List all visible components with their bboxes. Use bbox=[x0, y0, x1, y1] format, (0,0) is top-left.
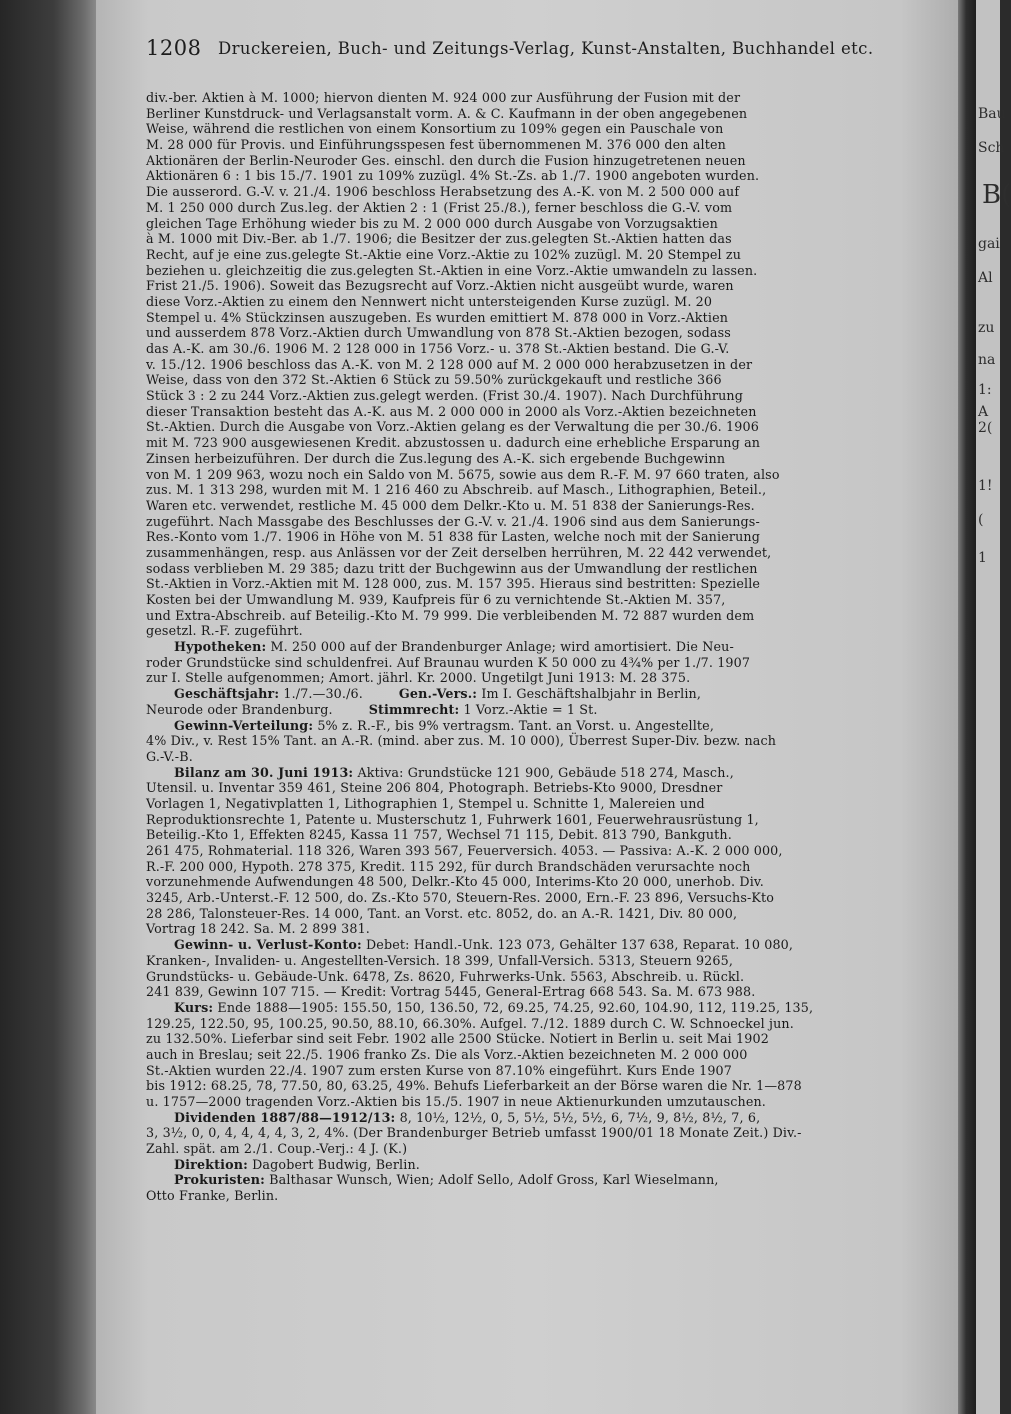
document-body bbox=[146, 90, 951, 1204]
line-text: gesetzl. R.-F. zugeführt. bbox=[146, 623, 303, 639]
text-line bbox=[146, 451, 951, 467]
text-line bbox=[146, 184, 951, 200]
line-text: Zahl. spät. am 2./1. Coup.-Verj.: 4 J. (K.) bbox=[146, 1141, 408, 1157]
line-text: Aktionären der Berlin-Neuroder Ges. einschl. den durch die Fusion hinzugetretenen neuen bbox=[146, 152, 746, 168]
line-text: dieser Transaktion besteht das A.-K. aus M. 2 000 000 in 2000 als Vorz.-Aktien bezeichneten bbox=[146, 403, 757, 419]
text-line bbox=[146, 780, 951, 796]
text-line bbox=[146, 623, 951, 639]
page-number: 1208 bbox=[146, 36, 202, 60]
text-line bbox=[146, 859, 951, 875]
text-line bbox=[146, 608, 951, 624]
line-text: sodass verblieben M. 29 385; dazu tritt der Buchgewinn aus der Umwandlung der restlichen bbox=[146, 560, 758, 576]
line-text: beziehen u. gleichzeitig die zus.gelegten St.-Aktien in eine Vorz.-Aktie umwandeln zu lassen. bbox=[146, 262, 758, 278]
line-text: Otto Franke, Berlin. bbox=[146, 1188, 279, 1204]
line-text: R.-F. 200 000, Hypoth. 278 375, Kredit. 115 292, für durch Brandschäden verursachte noch bbox=[146, 858, 751, 874]
line-text: Aktiva: Grundstücke 121 900, Gebäude 518 274, Masch., bbox=[353, 764, 734, 780]
text-line bbox=[146, 435, 951, 451]
page-header bbox=[146, 36, 906, 66]
line-text: G.-V.-B. bbox=[146, 748, 193, 764]
text-line bbox=[146, 1063, 951, 1079]
section-label: Gewinn-Verteilung: bbox=[174, 717, 314, 733]
text-line bbox=[146, 247, 951, 263]
text-line bbox=[146, 812, 951, 828]
line-text: 4% Div., v. Rest 15% Tant. an A.-R. (mind. aber zus. M. 10 000), Überrest Super-Div. bezw. nach bbox=[146, 733, 777, 749]
text-line bbox=[146, 1031, 951, 1047]
section-label: Gewinn- u. Verlust-Konto: bbox=[174, 937, 362, 953]
line-text: St.-Aktien. Durch die Ausgabe von Vorz.-Aktien gelang es der Verwaltung die per 30./6. 1906 bbox=[146, 419, 759, 435]
text-line bbox=[146, 686, 951, 702]
line-text: Utensil. u. Inventar 359 461, Steine 206 804, Photograph. Betriebs-Kto 9000, Dresdner bbox=[146, 780, 723, 796]
text-line bbox=[146, 1172, 951, 1188]
line-text: zusammenhängen, resp. aus Anlässen vor der Zeit derselben herrühren, M. 22 442 verwendet, bbox=[146, 544, 772, 560]
text-line bbox=[146, 1094, 951, 1110]
text-line bbox=[146, 153, 951, 169]
text-line bbox=[146, 796, 951, 812]
text-line bbox=[146, 1110, 951, 1126]
facing-page-fragment: gai bbox=[978, 236, 1000, 252]
line-text: St.-Aktien wurden 22./4. 1907 zum ersten Kurse von 87.10% eingeführt. Kurs Ende 1907 bbox=[146, 1062, 732, 1078]
section-label: Direktion: bbox=[174, 1156, 248, 1172]
line-text: 3, 3½, 0, 0, 4, 4, 4, 4, 3, 2, 4%. (Der Brandenburger Betrieb umfasst 1900/01 18 Monate Zeit.) Div.- bbox=[146, 1125, 802, 1141]
text-line bbox=[146, 843, 951, 859]
text-line bbox=[146, 514, 951, 530]
line-text: Dagobert Budwig, Berlin. bbox=[247, 1156, 420, 1172]
facing-page-fragment: B( bbox=[982, 180, 1011, 210]
section-label: Prokuristen: bbox=[174, 1172, 265, 1188]
text-line bbox=[146, 1157, 951, 1173]
facing-page-strip bbox=[976, 0, 1011, 1414]
text-line bbox=[146, 969, 951, 985]
book-gutter bbox=[958, 0, 976, 1414]
line-text: M. 1 250 000 durch Zus.leg. der Aktien 2 : 1 (Frist 25./8.), ferner beschloss die G.-V. vom bbox=[146, 199, 733, 215]
line-text: M. 250 000 auf der Brandenburger Anlage; wird amortisiert. Die Neu- bbox=[266, 639, 734, 655]
text-line bbox=[146, 310, 951, 326]
section-label: Bilanz am 30. Juni 1913: bbox=[174, 764, 354, 780]
line-text: und ausserdem 878 Vorz.-Aktien durch Umwandlung von 878 St.-Aktien bezogen, sodass bbox=[146, 325, 731, 341]
facing-page-fragment: Al bbox=[978, 270, 993, 286]
text-line bbox=[146, 137, 951, 153]
line-text: bis 1912: 68.25, 78, 77.50, 80, 63.25, 49%. Behufs Lieferbarkeit an der Börse waren die Nr. 1—878 bbox=[146, 1078, 802, 1094]
line-text: gleichen Tage Erhöhung wieder bis zu M. 2 000 000 durch Ausgabe von Vorzugsaktien bbox=[146, 215, 718, 231]
text-line bbox=[146, 670, 951, 686]
line-text: Weise, während die restlichen von einem Konsortium zu 109% gegen ein Pauschale von bbox=[146, 121, 724, 137]
line-text: 5% z. R.-F., bis 9% vertragsm. Tant. an Vorst. u. Angestellte, bbox=[313, 717, 715, 733]
text-line bbox=[146, 937, 951, 953]
text-line bbox=[146, 372, 951, 388]
text-line bbox=[146, 467, 951, 483]
line-text: Recht, auf je eine zus.gelegte St.-Aktie eine Vorz.-Aktie zu 102% zuzügl. M. 20 Stempel zu bbox=[146, 246, 742, 262]
text-line bbox=[146, 200, 951, 216]
text-line bbox=[146, 984, 951, 1000]
line-text: Weise, dass von den 372 St.-Aktien 6 Stück zu 59.50% zurückgekauft und restliche 366 bbox=[146, 372, 722, 388]
line-text: Stück 3 : 2 zu 244 Vorz.-Aktien zus.gelegt werden. (Frist 30./4. 1907). Nach Durchführung bbox=[146, 388, 744, 404]
book-edge-left bbox=[0, 0, 98, 1414]
line-text: zus. M. 1 313 298, wurden mit M. 1 216 460 zu Abschreib. auf Masch., Lithographien, Beteil., bbox=[146, 482, 767, 498]
facing-page-fragment: 2( bbox=[978, 420, 993, 436]
text-line bbox=[146, 121, 951, 137]
line-text: Res.-Konto vom 1./7. 1906 in Höhe von M. 51 838 für Lasten, welche noch mit der Sanierung bbox=[146, 529, 760, 545]
text-line bbox=[146, 906, 951, 922]
text-line bbox=[146, 655, 951, 671]
facing-page-fragment: Bau bbox=[978, 106, 1006, 122]
line-text: 129.25, 122.50, 95, 100.25, 90.50, 88.10, 66.30%. Aufgel. 7./12. 1889 durch C. W. Schnoeckel jun. bbox=[146, 1015, 794, 1031]
text-line bbox=[146, 325, 951, 341]
line-text: 1 Vorz.-Aktie = 1 St. bbox=[459, 701, 598, 717]
text-line bbox=[146, 263, 951, 279]
running-head: Druckereien, Buch- und Zeitungs-Verlag, Kunst-Anstalten, Buchhandel etc. bbox=[218, 39, 874, 58]
line-text: Im I. Geschäftshalbjahr in Berlin, bbox=[477, 686, 702, 702]
line-text: u. 1757—2000 tragenden Vorz.-Aktien bis 15./5. 1907 in neue Aktienurkunden umzutauschen. bbox=[146, 1094, 766, 1109]
line-text: Zinsen herbeizuführen. Der durch die Zus.legung des A.-K. sich ergebende Buchgewinn bbox=[146, 450, 726, 466]
line-text: vorzunehmende Aufwendungen 48 500, Delkr.-Kto 45 000, Interims-Kto 20 000, unerhob. Div. bbox=[146, 874, 764, 890]
text-line bbox=[146, 1141, 951, 1157]
text-line bbox=[146, 718, 951, 734]
text-line bbox=[146, 1188, 951, 1204]
section-label: Kurs: bbox=[174, 999, 214, 1015]
text-line bbox=[146, 921, 951, 937]
line-text: 28 286, Talonsteuer-Res. 14 000, Tant. an Vorst. etc. 8052, do. an A.-R. 1421, Div. 80 000, bbox=[146, 905, 738, 921]
section-label: Gen.-Vers.: bbox=[398, 686, 478, 702]
text-line bbox=[146, 90, 951, 106]
line-text: Reproduktionsrechte 1, Patente u. Musterschutz 1, Fuhrwerk 1601, Feuerwehrausrüstung 1, bbox=[146, 811, 759, 827]
text-line bbox=[146, 765, 951, 781]
text-line bbox=[146, 482, 951, 498]
line-text: v. 15./12. 1906 beschloss das A.-K. von M. 2 128 000 auf M. 2 000 000 herabzusetzen in der bbox=[146, 356, 753, 372]
line-text: Kosten bei der Umwandlung M. 939, Kaufpreis für 6 zu vernichtende St.-Aktien M. 357, bbox=[146, 592, 726, 607]
section-label: Stimmrecht: bbox=[368, 701, 460, 717]
text-line bbox=[146, 294, 951, 310]
text-line bbox=[146, 576, 951, 592]
text-line bbox=[146, 216, 951, 232]
text-line bbox=[146, 1078, 951, 1094]
line-text: Berliner Kunstdruck- und Verlagsanstalt vorm. A. & C. Kaufmann in der oben angegebenen bbox=[146, 105, 748, 121]
line-text: Balthasar Wunsch, Wien; Adolf Sello, Adolf Gross, Karl Wieselmann, bbox=[265, 1172, 719, 1188]
text-line bbox=[146, 106, 951, 122]
line-text: Frist 21./5. 1906). Soweit das Bezugsrecht auf Vorz.-Aktien nicht ausgeübt wurde, waren bbox=[146, 278, 734, 294]
facing-page-fragment: zu bbox=[978, 320, 995, 336]
line-text: div.-ber. Aktien à M. 1000; hiervon dienten M. 924 000 zur Ausführung der Fusion mit der bbox=[146, 90, 741, 105]
text-line bbox=[146, 827, 951, 843]
line-text: Grundstücks- u. Gebäude-Unk. 6478, Zs. 8620, Fuhrwerks-Unk. 5563, Abschreib. u. Rückl. bbox=[146, 968, 745, 984]
text-line bbox=[146, 341, 951, 357]
text-line bbox=[146, 953, 951, 969]
text-line bbox=[146, 357, 951, 373]
line-text: Die ausserord. G.-V. v. 21./4. 1906 beschloss Herabsetzung des A.-K. von M. 2 500 000 auf bbox=[146, 184, 740, 200]
text-line bbox=[146, 419, 951, 435]
line-text: Neurode oder Brandenburg. bbox=[146, 701, 333, 717]
section-label: Hypotheken: bbox=[174, 639, 267, 655]
facing-page-fragment: 1! bbox=[978, 478, 993, 494]
line-text: roder Grundstücke sind schuldenfrei. Auf Braunau wurden K 50 000 zu 4¾% per 1./7. 1907 bbox=[146, 654, 751, 670]
line-text: 8, 10½, 12½, 0, 5, 5½, 5½, 5½, 6, 7½, 9, 8½, 8½, 7, 6, bbox=[395, 1109, 761, 1125]
text-line bbox=[146, 1047, 951, 1063]
line-text: 241 839, Gewinn 107 715. — Kredit: Vortrag 5445, General-Ertrag 668 543. Sa. M. 673 988. bbox=[146, 984, 756, 1000]
text-line bbox=[146, 733, 951, 749]
line-text: von M. 1 209 963, wozu noch ein Saldo von M. 5675, sowie aus dem R.-F. M. 97 660 traten, also bbox=[146, 466, 780, 482]
text-line bbox=[146, 1125, 951, 1141]
line-text: auch in Breslau; seit 22./5. 1906 franko Zs. Die als Vorz.-Aktien bezeichneten M. 2 000 000 bbox=[146, 1046, 748, 1062]
text-line bbox=[146, 168, 951, 184]
facing-page-fragment: na bbox=[978, 352, 996, 368]
text-line bbox=[146, 890, 951, 906]
line-text: Debet: Handl.-Unk. 123 073, Gehälter 137 638, Reparat. 10 080, bbox=[361, 937, 794, 953]
line-text: Aktionären 6 : 1 bis 15./7. 1901 zu 109% zuzügl. 4% St.-Zs. ab 1./7. 1900 angeboten wurden. bbox=[146, 168, 760, 184]
text-line bbox=[146, 278, 951, 294]
line-text: Kranken-, Invaliden- u. Angestellten-Versich. 18 399, Unfall-Versich. 5313, Steuern 9265, bbox=[146, 952, 734, 968]
text-line bbox=[146, 749, 951, 765]
text-line bbox=[146, 498, 951, 514]
line-text: diese Vorz.-Aktien zu einem den Nennwert nicht untersteigenden Kurse zuzügl. M. 20 bbox=[146, 293, 713, 309]
line-text: Stempel u. 4% Stückzinsen auszugeben. Es wurden emittiert M. 878 000 in Vorz.-Aktien bbox=[146, 309, 729, 325]
text-line bbox=[146, 529, 951, 545]
text-line bbox=[146, 388, 951, 404]
line-text: 3245, Arb.-Unterst.-F. 12 500, do. Zs.-Kto 570, Steuern-Res. 2000, Ern.-F. 23 896, Versuchs-Kto bbox=[146, 890, 775, 906]
facing-page-fragment: 1 bbox=[978, 550, 987, 566]
line-text: Vortrag 18 242. Sa. M. 2 899 381. bbox=[146, 921, 370, 937]
text-line bbox=[146, 639, 951, 655]
line-text: das A.-K. am 30./6. 1906 M. 2 128 000 in 1756 Vorz.- u. 378 St.-Aktien bestand. Die G.-V. bbox=[146, 341, 730, 356]
text-line bbox=[146, 231, 951, 247]
section-label: Dividenden 1887/88—1912/13: bbox=[174, 1109, 396, 1125]
line-text: Waren etc. verwendet, restliche M. 45 000 dem Delkr.-Kto u. M. 51 838 der Sanierungs-Res. bbox=[146, 497, 755, 513]
text-line bbox=[146, 1016, 951, 1032]
line-text: zur I. Stelle aufgenommen; Amort. jährl. Kr. 2000. Ungetilgt Juni 1913: M. 28 375. bbox=[146, 670, 691, 686]
text-line bbox=[146, 702, 951, 718]
line-text: M. 28 000 für Provis. und Einführungsspesen fest übernommenen M. 376 000 den alten bbox=[146, 137, 726, 153]
text-line bbox=[146, 404, 951, 420]
text-line bbox=[146, 874, 951, 890]
line-text: 261 475, Rohmaterial. 118 326, Waren 393 567, Feuerversich. 4053. — Passiva: A.-K. 2 000 000, bbox=[146, 843, 783, 858]
line-text: und Extra-Abschreib. auf Beteilig.-Kto M. 79 999. Die verbleibenden M. 72 887 wurden dem bbox=[146, 607, 755, 623]
facing-page-fragment: A bbox=[978, 404, 989, 420]
facing-page-fragment: ( bbox=[978, 512, 984, 528]
line-text: 1./7.—30./6. bbox=[279, 686, 363, 702]
text-line bbox=[146, 545, 951, 561]
text-line bbox=[146, 592, 951, 608]
line-text: à M. 1000 mit Div.-Ber. ab 1./7. 1906; die Besitzer der zus.gelegten St.-Aktien hatten das bbox=[146, 231, 732, 247]
line-text: zugeführt. Nach Massgabe des Beschlusses der G.-V. v. 21./4. 1906 sind aus dem Sanierungs- bbox=[146, 513, 760, 529]
line-text: Beteilig.-Kto 1, Effekten 8245, Kassa 11 757, Wechsel 71 115, Debit. 813 790, Bankguth. bbox=[146, 827, 732, 843]
facing-page-fragment: 1: bbox=[978, 382, 992, 398]
line-text: Vorlagen 1, Negativplatten 1, Lithographien 1, Stempel u. Schnitte 1, Malereien und bbox=[146, 795, 705, 811]
line-text: zu 132.50%. Lieferbar sind seit Febr. 1902 alle 2500 Stücke. Notiert in Berlin u. seit Mai 1902 bbox=[146, 1031, 769, 1047]
text-line bbox=[146, 1000, 951, 1016]
text-line bbox=[146, 561, 951, 577]
line-text: Ende 1888—1905: 155.50, 150, 136.50, 72, 69.25, 74.25, 92.60, 104.90, 112, 119.25, 135, bbox=[213, 999, 814, 1015]
section-label: Geschäftsjahr: bbox=[174, 686, 280, 702]
facing-page-fragment: Sch bbox=[978, 140, 1005, 156]
line-text: mit M. 723 900 ausgewiesenen Kredit. abzustossen u. dadurch eine erhebliche Ersparung an bbox=[146, 435, 761, 451]
line-text: St.-Aktien in Vorz.-Aktien mit M. 128 000, zus. M. 157 395. Hieraus sind bestritten: Spezielle bbox=[146, 576, 761, 592]
